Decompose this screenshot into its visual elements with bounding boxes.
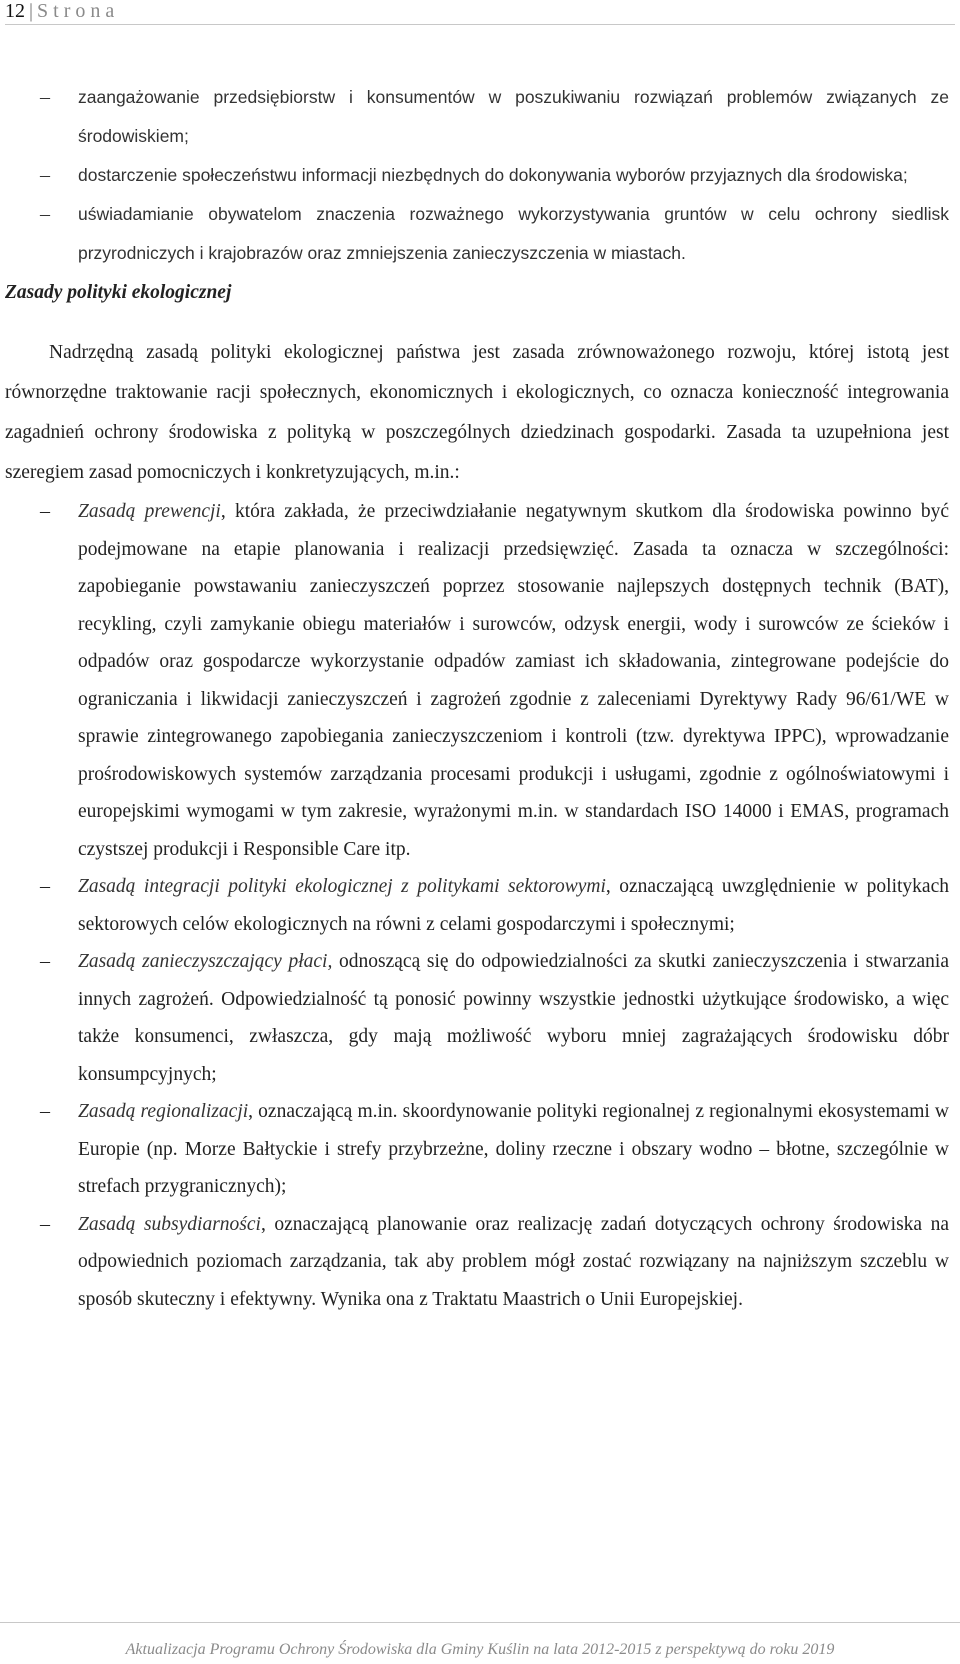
principle-name: Zasadą prewencji [78,501,221,522]
principle-text: , która zakłada, że przeciwdziałanie negatywnym skutkom dla środowiska powinno być podejmowane na etapie planowania i realizacji przedsięwzięć. Zasada ta oznacza w szczególności: zapobieganie powstawaniu zanieczyszczeń poprzez stosowanie najlepszych dostępnych technik (BAT), recykling, czyli zamykanie obiegu materiałów i surowców, odzysk energii, wody i surowców ze ścieków i odpadów oraz gospodarcze wykorzystanie odpadów zamiast ich składowania, zintegrowane podejście do ograniczania i likwidacji zanieczyszczeń i zagrożeń zgodnie z zaleceniami Dyrektywy Rady 96/61/WE w sprawie zintegrowanego zapobiegania zanieczyszczeniom i kontroli (tzw. dyrektywa IPPC), wprowadzanie prośrodowiskowych systemów zarządzania procesami produkcji i usługami, zgodnie z ogólnoświatowymi i europejskimi wymogami w tym zakresie, wyrażonymi m.in. w standardach ISO 14000 i EMAS, programach czystszej produkcji i Responsible Care itp. [78,501,950,860]
principle-item [5,1206,949,1319]
dash-bullet: – [40,203,50,225]
page-header [5,0,955,25]
principle-item [5,1093,949,1206]
principles-list [5,493,949,1318]
page-footer: Aktualizacja Programu Ochrony Środowiska dla Gminy Kuślin na lata 2012-2015 z perspektywą do roku 2019 [125,1641,835,1658]
principle-name: Zasadą regionalizacji [78,1101,249,1122]
principle-item [5,943,949,1093]
page-label: Strona [37,0,120,22]
dash-bullet: – [40,875,50,897]
page-content [5,78,949,1318]
header-separator: | [29,0,34,22]
principle-item [5,868,949,943]
list-item [5,78,949,156]
page-number: 12 [5,0,25,22]
dash-bullet: – [40,86,50,108]
principle-text: odnoszącą się do odpowiedzialności za skutki zanieczyszczenia i stwarzania innych zagrożeń. Odpowiedzialność tą ponosić powinny wszystkie jednostki użytkujące środowisko, a więc także konsumenci, zwłaszcza, gdy mają możliwość wyboru mniej zagrażających środowisku dóbr konsumpcyjnych; [78,951,949,1085]
list-item-text: dostarczenie społeczeństwu informacji niezbędnych do dokonywania wyborów przyjaznych dla środowiska; [78,165,908,185]
principle-item [5,493,949,868]
principle-name: Zasadą zanieczyszczający płaci, [78,951,333,972]
principle-name: Zasadą subsydiarności [78,1213,261,1235]
body-paragraph: Nadrzędną zasadą polityki ekologicznej państwa jest zasada zrównoważonego rozwoju, której istotą jest równorzędne traktowanie racji społecznych, ekonomicznych i ekologicznych, co oznacza konieczność integrowania zagadnień ochrony środowiska z polityką w poszczególnych dziedzinach gospodarki. Zasada ta uzupełniona jest szeregiem zasad pomocniczych i konkretyzujących, m.in.: [5,342,949,483]
list-item-text: uświadamianie obywatelom znaczenia rozważnego wykorzystywania gruntów w celu ochrony siedlisk przyrodniczych i krajobrazów oraz zmniejszenia zanieczyszczenia w miastach. [78,204,949,263]
intro-list [5,78,949,273]
dash-bullet: – [40,1212,50,1235]
section-title: Zasady polityki ekologicznej [5,282,232,303]
dash-bullet: – [40,1100,50,1122]
footer-divider [0,1622,960,1623]
dash-bullet: – [40,164,50,186]
dash-bullet: – [40,950,50,972]
principle-name: Zasadą integracji polityki ekologicznej z politykami sektorowymi [78,876,606,897]
list-item [5,195,949,273]
principle-text: , oznaczającą uwzględnienie w politykach sektorowych celów ekologicznych na równi z celami gospodarczymi i społecznymi; [78,876,949,935]
dash-bullet: – [40,500,50,522]
list-item [5,156,949,195]
principle-text: , oznaczającą m.in. skoordynowanie polityki regionalnej z regionalnymi ekosystemami w Europie (np. Morze Bałtyckie i strefy przybrzeżne, doliny rzeczne i obszary wodno – błotne, szczególnie w strefach przygranicznych); [78,1101,949,1197]
principle-text: , oznaczającą planowanie oraz realizację zadań dotyczących ochrony środowiska na odpowiednich poziomach zarządzania, tak aby problem mógł zostać rozwiązany na najniższym szczeblu w sposób skuteczny i efektywny. Wynika ona z Traktatu Maastrich o Unii Europejskiej. [78,1213,950,1310]
list-item-text: zaangażowanie przedsiębiorstw i konsumentów w poszukiwaniu rozwiązań problemów związanych ze środowiskiem; [78,87,949,146]
